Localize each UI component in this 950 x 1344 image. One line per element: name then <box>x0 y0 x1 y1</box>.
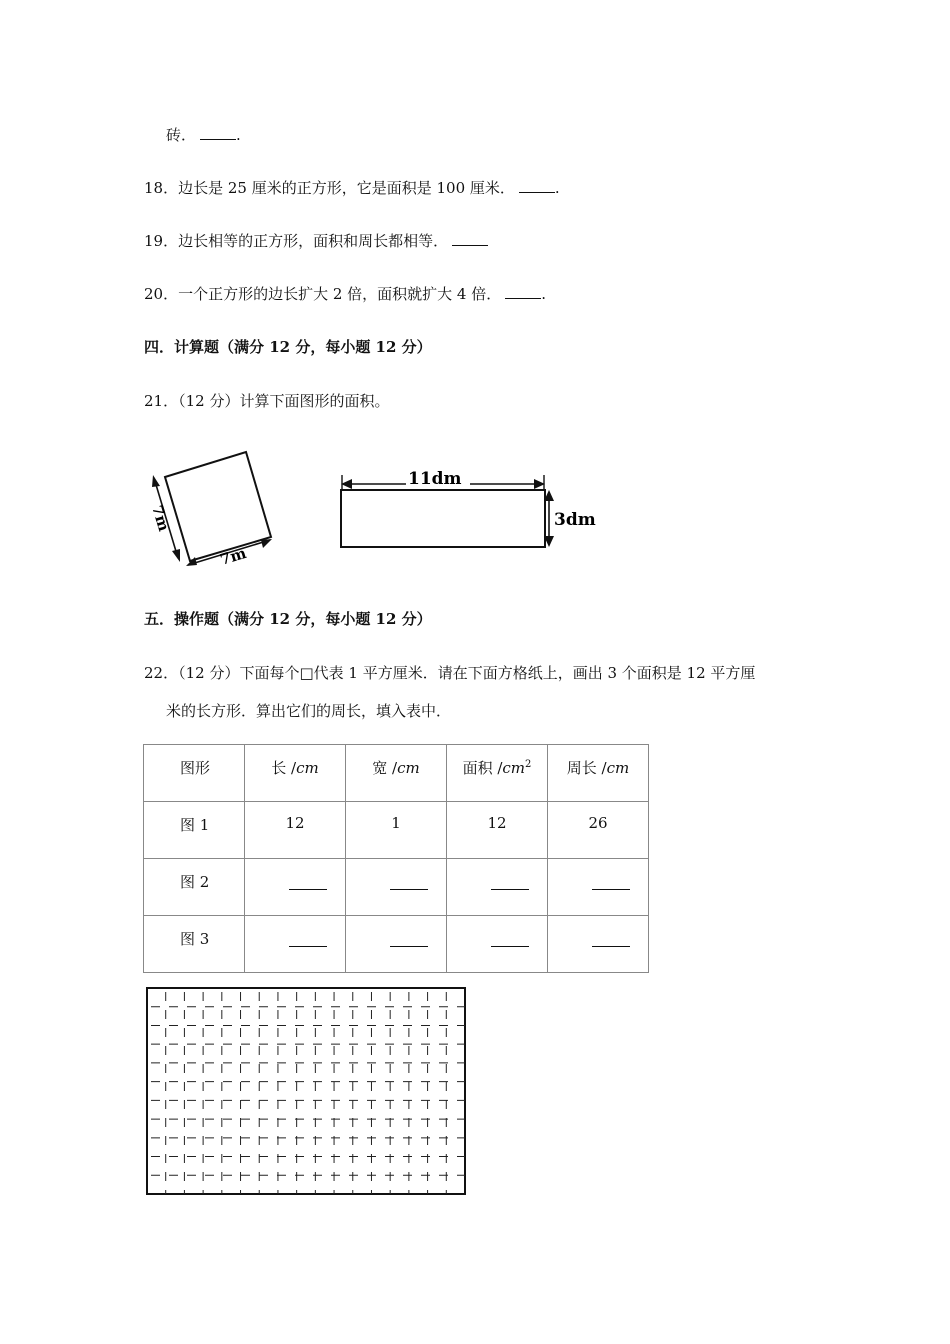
header-length-text: 长 / <box>271 759 297 777</box>
header-area-text: 面积 / <box>462 759 503 777</box>
arrowhead <box>172 549 180 562</box>
table-cell <box>245 859 346 916</box>
q18: 18．边长是 25 厘米的正方形，它是面积是 100 厘米． . <box>144 179 560 197</box>
rect-length-label: 11dm <box>408 469 462 489</box>
q20: 20．一个正方形的边长扩大 2 倍，面积就扩大 4 倍． . <box>144 285 547 303</box>
header-perimeter-text: 周长 / <box>566 759 607 777</box>
header-area-sup: 2 <box>525 759 532 770</box>
header-width-text: 宽 / <box>372 759 398 777</box>
table-cell: 1 <box>346 802 447 859</box>
q17-tail: 砖． . <box>166 126 241 144</box>
q18-text: 18．边长是 25 厘米的正方形，它是面积是 100 厘米． <box>144 179 515 197</box>
answer-blank[interactable] <box>289 871 327 890</box>
grid-paper[interactable] <box>145 986 467 1196</box>
table-row <box>144 802 649 859</box>
q19 <box>144 230 488 252</box>
answer-table <box>143 744 649 973</box>
table-cell <box>346 859 447 916</box>
table-header-row <box>144 745 649 802</box>
table-cell <box>548 859 649 916</box>
table-row <box>144 859 649 916</box>
arrowhead <box>186 557 197 566</box>
section-4-heading: 四．计算题（满分 12 分，每小题 12 分） <box>144 338 432 356</box>
square-side-left-label: 7m <box>148 502 174 534</box>
header-area-unit: cm <box>502 759 526 777</box>
header-width <box>346 745 447 802</box>
header-shape-text: 图形 <box>180 759 211 777</box>
table-cell <box>447 916 548 973</box>
grid-border <box>147 988 465 1194</box>
table-cell <box>245 916 346 973</box>
answer-blank[interactable] <box>491 928 529 947</box>
table-cell <box>447 859 548 916</box>
header-length <box>245 745 346 802</box>
row-label: 图 2 <box>144 859 245 916</box>
answer-blank[interactable] <box>592 928 630 947</box>
answer-blank[interactable] <box>592 871 630 890</box>
table-row <box>144 916 649 973</box>
header-width-unit: cm <box>397 759 420 777</box>
answer-blank[interactable] <box>491 871 529 890</box>
header-shape <box>144 745 245 802</box>
header-perimeter-unit: cm <box>606 759 630 777</box>
q17-answer-blank[interactable] <box>200 125 236 140</box>
row-label: 图 1 <box>144 802 245 859</box>
table-cell: 12 <box>447 802 548 859</box>
q19-text: 19．边长相等的正方形，面积和周长都相等． <box>144 232 449 250</box>
q20-answer-blank[interactable] <box>505 284 541 299</box>
table-cell: 12 <box>245 802 346 859</box>
q21: 21．（12 分）计算下面图形的面积。 <box>144 392 390 410</box>
arrowhead <box>261 539 272 548</box>
q21-figures <box>140 445 600 575</box>
header-length-unit: cm <box>296 759 319 777</box>
section-5-heading: 五．操作题（满分 12 分，每小题 12 分） <box>144 610 432 628</box>
table-cell: 26 <box>548 802 649 859</box>
table-cell <box>548 916 649 973</box>
table-cell <box>346 916 447 973</box>
q22-line1: 22．（12 分）下面每个□代表 1 平方厘米．请在下面方格纸上，画出 3 个面积是 12 平方厘 <box>144 664 756 682</box>
q19-answer-blank[interactable] <box>452 231 488 246</box>
answer-blank[interactable] <box>390 871 428 890</box>
q20-text: 20．一个正方形的边长扩大 2 倍，面积就扩大 4 倍． <box>144 285 502 303</box>
q17-text: 砖． <box>166 126 197 144</box>
header-perimeter <box>548 745 649 802</box>
q22-line2: 米的长方形．算出它们的周长，填入表中． <box>166 702 452 720</box>
square-side-bottom-label: 7m <box>217 543 249 569</box>
answer-blank[interactable] <box>289 928 327 947</box>
rect-width-label: 3dm <box>554 510 596 530</box>
rectangle-shape <box>341 490 545 547</box>
arrowhead <box>152 475 160 487</box>
answer-blank[interactable] <box>390 928 428 947</box>
row-label: 图 3 <box>144 916 245 973</box>
q18-answer-blank[interactable] <box>519 178 555 193</box>
header-area <box>447 745 548 802</box>
